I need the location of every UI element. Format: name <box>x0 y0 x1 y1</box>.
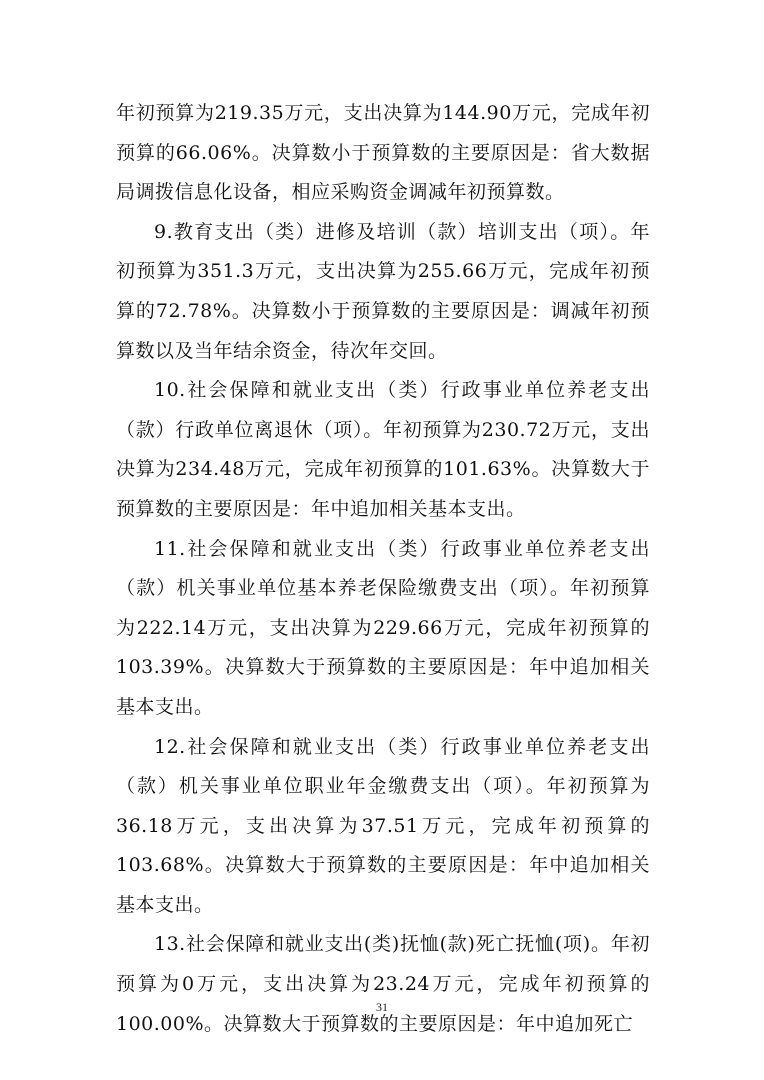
paragraph-item-10: 10.社会保障和就业支出（类）行政事业单位养老支出（款）行政单位离退休（项）。年初预算为230.72万元，支出决算为234.48万元，完成年初预算的101.63%。决算数大于预算数的主要原因是：年中追加相关基本支出。 <box>116 379 650 520</box>
paragraph-item-12: 12.社会保障和就业支出（类）行政事业单位养老支出（款）机关事业单位职业年金缴费支出（项）。年初预算为36.18万元，支出决算为37.51万元，完成年初预算的103.68%。决算数大于预算数的主要原因是：年中追加相关基本支出。 <box>116 735 650 916</box>
paragraph-item-11: 11.社会保障和就业支出（类）行政事业单位养老支出（款）机关事业单位基本养老保险缴费支出（项）。年初预算为222.14万元，支出决算为229.66万元，完成年初预算的103.39%。决算数大于预算数的主要原因是：年中追加相关基本支出。 <box>116 537 650 718</box>
paragraph-item-9: 9.教育支出（类）进修及培训（款）培训支出（项）。年初预算为351.3万元，支出决算为255.66万元，完成年初预算的72.78%。决算数小于预算数的主要原因是：调减年初预算数以及当年结余资金，待次年交回。 <box>116 220 650 362</box>
body-text <box>116 94 650 1044</box>
paragraph-item-13: 13.社会保障和就业支出(类)抚恤(款)死亡抚恤(项)。年初预算为0万元，支出决算为23.24万元，完成年初预算的100.00%。决算数大于预算数的主要原因是：年中追加死亡 <box>116 933 650 1035</box>
paragraph-continued: 年初预算为219.35万元，支出决算为144.90万元，完成年初预算的66.06%。决算数小于预算数的主要原因是：省大数据局调拨信息化设备，相应采购资金调减年初预算数。 <box>116 102 650 204</box>
page-number: 31 <box>376 1000 388 1014</box>
